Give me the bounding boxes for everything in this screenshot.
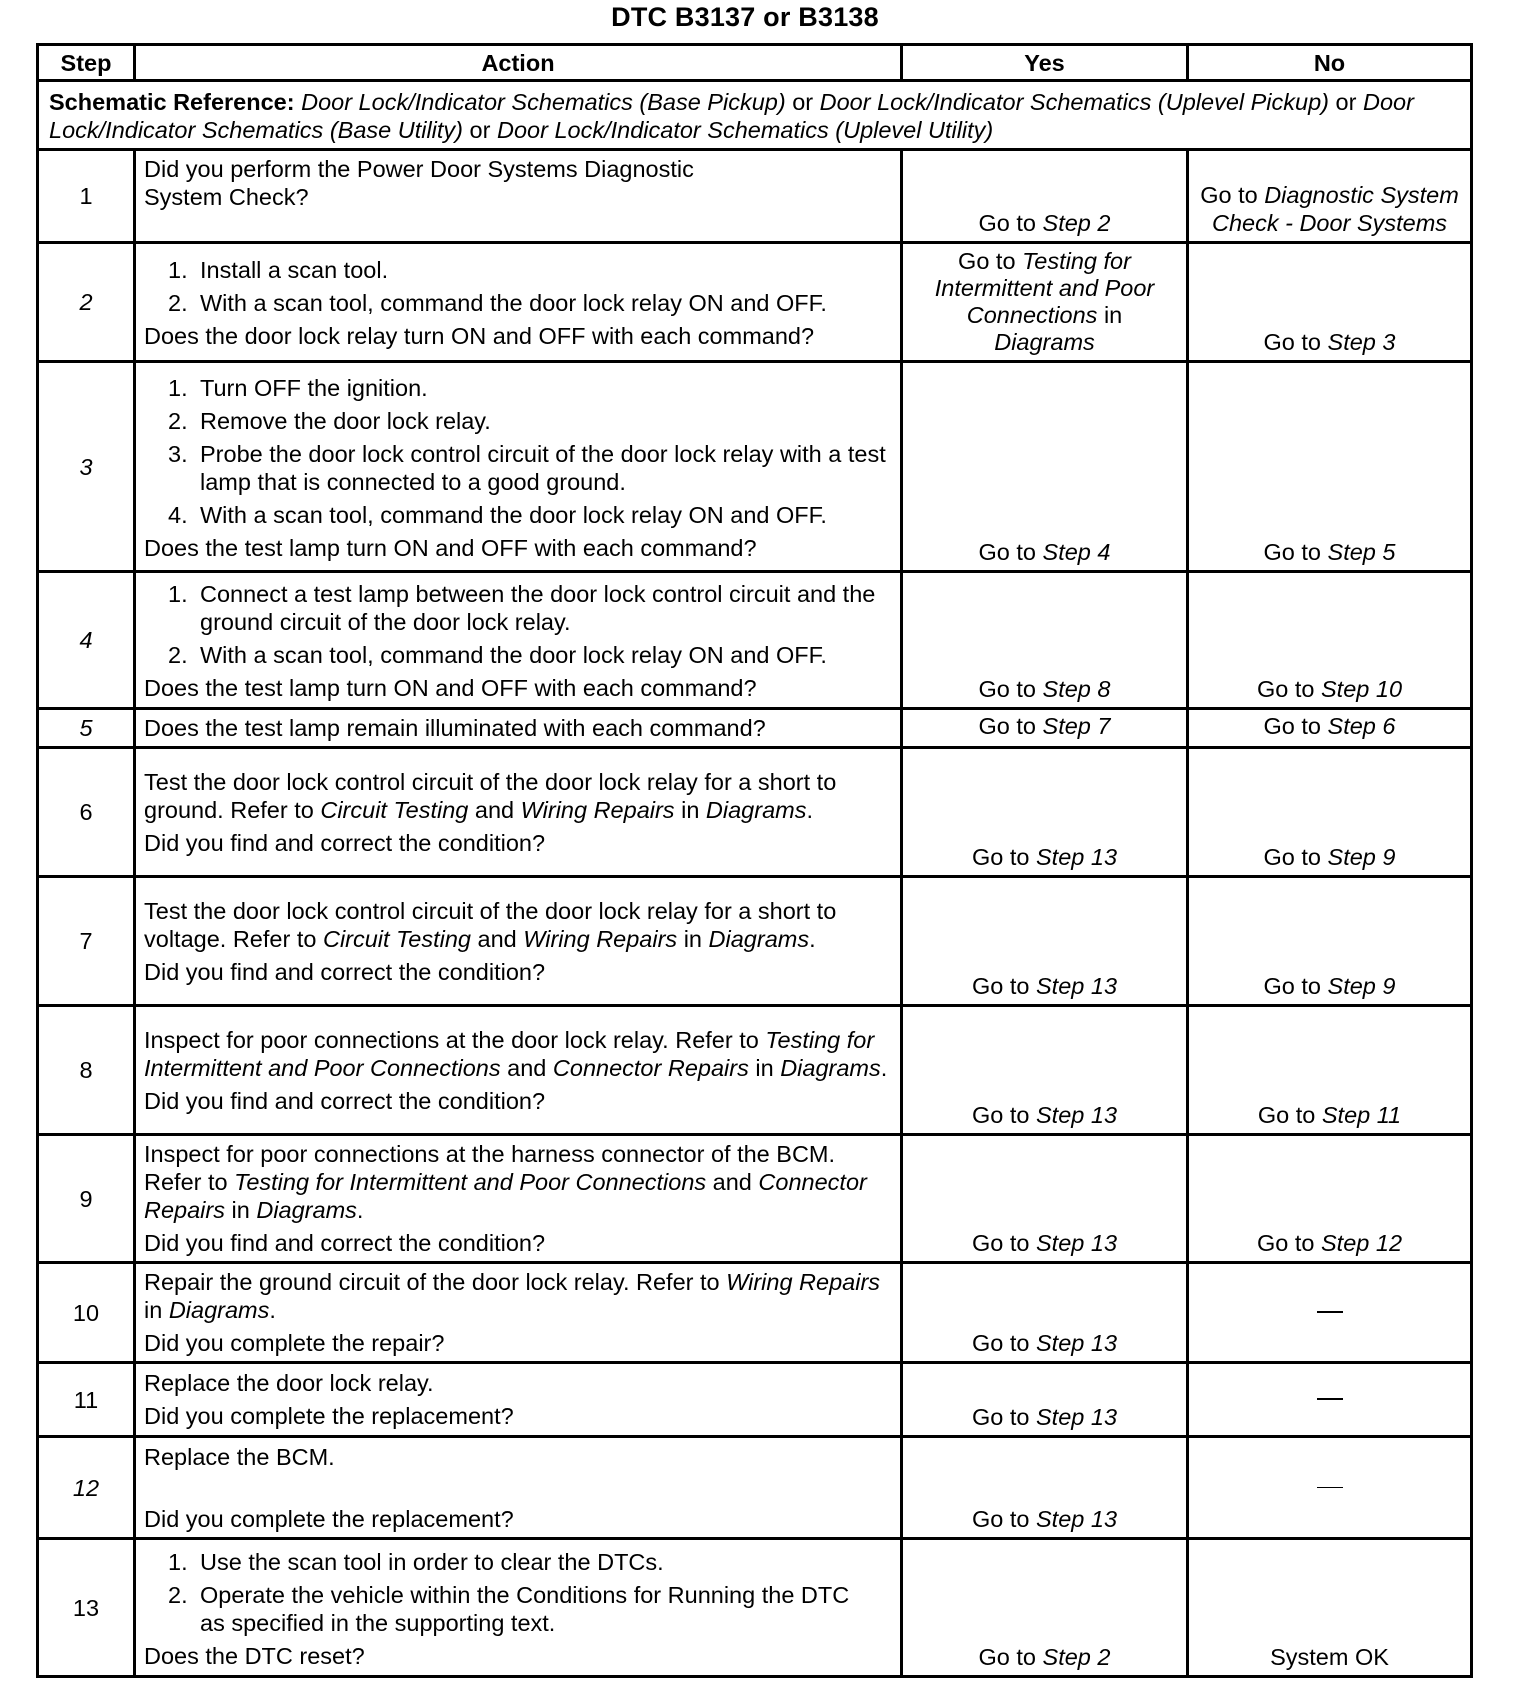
action-text (144, 1268, 892, 1324)
no-cell (1188, 1263, 1472, 1363)
action-list-item: 2. With a scan tool, command the door lock relay ON and OFF. (144, 641, 892, 669)
action-text (144, 768, 892, 824)
goto-link[interactable]: Step 13 (1036, 1102, 1118, 1128)
no-cell (1188, 150, 1472, 243)
table-row (38, 709, 1472, 748)
action-list-text: Probe the door lock control circuit of the door lock relay with a test lamp that is connected to a good ground. (200, 440, 886, 495)
goto-link[interactable]: Step 12 (1321, 1230, 1403, 1256)
column-header-step: Step (38, 45, 135, 81)
no-cell (1188, 748, 1472, 877)
punctuation: . (269, 1297, 276, 1323)
goto-link[interactable]: Step 13 (1036, 1230, 1118, 1256)
goto-link[interactable]: Step 13 (1036, 1330, 1118, 1356)
schematic-link-base-utility[interactable]: Door Lock/Indicator Schematics (Base Utility) (49, 89, 1414, 143)
goto-prefix: Go to (971, 844, 1030, 870)
action-text-part: Inspect for poor connections at the door lock relay. Refer to (144, 1026, 759, 1053)
goto-link[interactable]: Step 13 (1036, 844, 1118, 870)
reference-link[interactable]: Diagrams (168, 1297, 270, 1323)
table-row (38, 572, 1472, 709)
step-number: 7 (38, 877, 135, 1006)
action-cell (135, 150, 902, 243)
table-row (38, 1437, 1472, 1539)
connector-text: in (1103, 302, 1123, 328)
reference-link[interactable]: Diagrams (256, 1197, 357, 1223)
goto-link[interactable]: Step 10 (1321, 676, 1403, 702)
goto-prefix: Go to (971, 1506, 1030, 1532)
table-row (38, 748, 1472, 877)
goto-prefix: Go to (978, 713, 1036, 739)
yes-cell (902, 709, 1188, 748)
goto-link[interactable]: Step 7 (1042, 713, 1111, 739)
yes-cell (902, 877, 1188, 1006)
goto-prefix: Go to (1256, 1230, 1315, 1256)
action-text-part: Repair the ground circuit of the door lock relay. Refer to (144, 1269, 720, 1295)
schematic-reference-label: Schematic Reference: (49, 89, 295, 115)
punctuation: . (806, 796, 814, 823)
no-cell (1188, 877, 1472, 1006)
step-number: 9 (38, 1135, 135, 1263)
action-cell (135, 748, 902, 877)
action-list-item: 3. Probe the door lock control circuit of the door lock relay with a test lamp that is connected to a good ground. (144, 440, 892, 496)
schematic-reference (38, 81, 1472, 150)
goto-prefix: Go to (1257, 1102, 1316, 1128)
goto-link[interactable]: Step 13 (1036, 1506, 1118, 1532)
action-list-text: With a scan tool, command the door lock relay ON and OFF. (200, 642, 827, 668)
no-cell (1188, 1135, 1472, 1263)
goto-link[interactable]: Diagnostic System Check - Door Systems (1211, 182, 1459, 236)
goto-prefix: Go to (971, 1102, 1030, 1128)
step-number: 12 (38, 1437, 135, 1539)
no-cell (1188, 572, 1472, 709)
table-row (38, 1539, 1472, 1677)
reference-link[interactable]: Connector Repairs (144, 1169, 867, 1223)
punctuation: . (809, 925, 816, 952)
goto-link[interactable]: Step 9 (1327, 973, 1396, 999)
goto-prefix: Go to (978, 676, 1036, 702)
table-row (38, 1135, 1472, 1263)
action-list-text: With a scan tool, command the door lock relay ON and OFF. (200, 501, 827, 528)
action-cell (135, 1363, 902, 1437)
no-cell (1188, 1363, 1472, 1437)
yes-cell (902, 362, 1188, 572)
no-cell (1188, 1437, 1472, 1539)
yes-cell (902, 1263, 1188, 1363)
action-list-item: 1. Install a scan tool. (144, 256, 892, 284)
goto-link[interactable]: Step 4 (1042, 539, 1111, 565)
action-list-text: Use the scan tool in order to clear the DTCs. (200, 1548, 664, 1575)
goto-prefix: Go to (1263, 539, 1321, 565)
action-question: Does the DTC reset? (144, 1642, 365, 1669)
goto-prefix: Go to (971, 1230, 1030, 1256)
action-cell (135, 1135, 902, 1263)
system-ok-text: System OK (1270, 1644, 1389, 1670)
reference-link[interactable]: Connector Repairs (552, 1054, 749, 1081)
action-text (144, 1140, 892, 1224)
action-text-part: Test the door lock control circuit of the door lock relay for a short to voltage. Refer to (144, 897, 837, 952)
yes-cell (902, 150, 1188, 243)
action-question: Did you find and correct the condition? (144, 958, 546, 985)
goto-link[interactable]: Step 2 (1042, 1644, 1111, 1670)
goto-prefix: Go to (971, 973, 1030, 999)
goto-link[interactable]: Step 3 (1327, 329, 1396, 355)
yes-cell (902, 243, 1188, 362)
action-text-part: Inspect for poor connections at the harness connector of the BCM. Refer to (144, 1141, 836, 1195)
yes-cell (902, 748, 1188, 877)
table-header-row (38, 45, 1472, 81)
reference-link[interactable]: Wiring Repairs (726, 1269, 881, 1295)
reference-link[interactable]: Circuit Testing (322, 925, 471, 952)
action-cell (135, 1006, 902, 1135)
action-question: Did you complete the replacement? (144, 1403, 514, 1429)
action-list-text: Install a scan tool. (200, 257, 389, 283)
reference-link[interactable]: Diagrams (705, 796, 807, 823)
step-number: 4 (38, 572, 135, 709)
column-header-action: Action (135, 45, 902, 81)
goto-prefix: Go to (1263, 713, 1321, 739)
page-title: DTC B3137 or B3138 (611, 2, 879, 32)
connector-text: and (474, 796, 515, 823)
action-list-text: With a scan tool, command the door lock relay ON and OFF. (200, 290, 827, 316)
goto-prefix: Go to (1263, 973, 1321, 999)
step-number: 13 (38, 1539, 135, 1677)
step-number: 1 (38, 150, 135, 243)
action-list-text: Operate the vehicle within the Conditions for Running the DTC as specified in the supporting text. (200, 1581, 850, 1636)
not-applicable-dash (1317, 1311, 1343, 1313)
goto-prefix: Go to (1263, 844, 1321, 870)
not-applicable-dash (1317, 1398, 1343, 1400)
reference-link[interactable]: Circuit Testing (320, 796, 469, 823)
action-list-item: 1. Turn OFF the ignition. (144, 374, 892, 402)
yes-cell (902, 572, 1188, 709)
yes-cell (902, 1437, 1188, 1539)
action-list-item: 2. With a scan tool, command the door lock relay ON and OFF. (144, 289, 892, 317)
not-applicable-dash (1317, 1487, 1343, 1488)
action-list-item: 4. With a scan tool, command the door lock relay ON and OFF. (144, 501, 892, 529)
step-number: 2 (38, 243, 135, 362)
yes-cell (902, 1363, 1188, 1437)
goto-link[interactable]: Step 6 (1327, 713, 1396, 739)
step-number: 6 (38, 748, 135, 877)
connector-text: or (1335, 89, 1357, 115)
connector-text: or (469, 117, 491, 143)
goto-prefix: Go to (1200, 182, 1258, 208)
schematic-link-base-pickup[interactable]: Door Lock/Indicator Schematics (Base Pickup) (301, 89, 786, 115)
reference-link[interactable]: Testing for Intermittent and Poor Connections (144, 1026, 875, 1081)
action-question: Does the door lock relay turn ON and OFF with each command? (144, 323, 815, 349)
reference-link[interactable]: Diagrams (708, 925, 810, 952)
action-text: Replace the door lock relay. (144, 1370, 434, 1396)
schematic-link-uplevel-pickup[interactable]: Door Lock/Indicator Schematics (Uplevel Pickup) (819, 89, 1329, 115)
goto-link[interactable]: Diagrams (994, 329, 1095, 355)
action-question: Did you complete the replacement? (144, 1505, 514, 1532)
action-list-text: Turn OFF the ignition. (200, 374, 428, 401)
goto-link[interactable]: Step 13 (1036, 1404, 1118, 1430)
no-cell (1188, 362, 1472, 572)
punctuation: . (880, 1054, 888, 1081)
diagnostic-table (36, 43, 1473, 1678)
action-cell (135, 709, 902, 748)
connector-text: and (507, 1054, 547, 1081)
action-question: Does the test lamp turn ON and OFF with each command? (144, 534, 757, 561)
action-cell (135, 1539, 902, 1677)
table-row (38, 243, 1472, 362)
action-list-item: 1. Use the scan tool in order to clear the DTCs. (144, 1548, 892, 1576)
action-text: Replace the BCM. (144, 1443, 335, 1470)
goto-prefix: Go to (1256, 676, 1315, 702)
action-list-text: Connect a test lamp between the door lock control circuit and the ground circuit of the door lock relay. (200, 581, 876, 635)
connector-text: in (231, 1197, 250, 1223)
connector-text: and (477, 925, 517, 952)
action-list-item: 2. Operate the vehicle within the Conditions for Running the DTC as specified in the supporting text. (144, 1581, 892, 1637)
yes-cell (902, 1135, 1188, 1263)
action-cell (135, 877, 902, 1006)
no-cell (1188, 709, 1472, 748)
action-question: Did you find and correct the condition? (144, 1230, 546, 1256)
column-header-no: No (1188, 45, 1472, 81)
step-number: 3 (38, 362, 135, 572)
action-text (144, 897, 892, 953)
goto-prefix: Go to (1263, 329, 1321, 355)
goto-prefix: Go to (978, 539, 1036, 565)
action-list-text: Remove the door lock relay. (200, 407, 491, 434)
action-cell (135, 1437, 902, 1539)
reference-link[interactable]: Wiring Repairs (520, 796, 675, 823)
action-cell (135, 572, 902, 709)
reference-link[interactable]: Wiring Repairs (523, 925, 678, 952)
goto-prefix: Go to (978, 210, 1036, 236)
step-number: 11 (38, 1363, 135, 1437)
action-question: Did you complete the repair? (144, 1330, 445, 1356)
goto-link[interactable]: Step 5 (1327, 539, 1396, 565)
no-cell (1188, 1006, 1472, 1135)
connector-text: or (792, 89, 814, 115)
action-cell (135, 243, 902, 362)
table-row (38, 1263, 1472, 1363)
reference-link[interactable]: Diagrams (780, 1054, 881, 1081)
yes-cell (902, 1539, 1188, 1677)
action-text: Does the test lamp remain illuminated with each command? (144, 715, 766, 741)
connector-text: in (755, 1054, 774, 1081)
punctuation: . (356, 1197, 364, 1223)
table-row (38, 1006, 1472, 1135)
goto-link[interactable]: Step 13 (1036, 973, 1118, 999)
action-cell (135, 1263, 902, 1363)
goto-link[interactable]: Step 2 (1042, 210, 1111, 236)
action-list-item: 1. Connect a test lamp between the door lock control circuit and the ground circuit of the door lock relay. (144, 580, 892, 636)
no-cell (1188, 1539, 1472, 1677)
action-text (144, 1026, 892, 1082)
action-text-part: Test the door lock control circuit of the door lock relay for a short to ground. Refer to (144, 768, 837, 823)
step-number: 10 (38, 1263, 135, 1363)
goto-link[interactable]: Step 8 (1042, 676, 1111, 702)
action-text: Did you perform the Power Door Systems Diagnostic System Check? (144, 156, 694, 210)
goto-link[interactable]: Step 9 (1327, 844, 1396, 870)
step-number: 5 (38, 709, 135, 748)
action-list-item: 2. Remove the door lock relay. (144, 407, 892, 435)
goto-link[interactable]: Testing for Intermittent and Poor Connections (934, 248, 1155, 328)
table-row (38, 150, 1472, 243)
table-row (38, 362, 1472, 572)
action-question: Did you find and correct the condition? (144, 829, 546, 856)
connector-text: in (681, 796, 700, 823)
connector-text: in (683, 925, 702, 952)
connector-text: in (144, 1297, 163, 1323)
goto-prefix: Go to (971, 1404, 1030, 1430)
reference-link[interactable]: Testing for Intermittent and Poor Connections (234, 1169, 707, 1195)
action-cell (135, 362, 902, 572)
table-row (38, 1363, 1472, 1437)
goto-prefix: Go to (971, 1330, 1030, 1356)
connector-text: and (712, 1169, 752, 1195)
goto-prefix: Go to (978, 1644, 1036, 1670)
schematic-reference-row (38, 81, 1472, 150)
no-cell (1188, 243, 1472, 362)
action-question: Does the test lamp turn ON and OFF with each command? (144, 675, 757, 701)
schematic-link-uplevel-utility[interactable]: Door Lock/Indicator Schematics (Uplevel Utility) (496, 117, 994, 143)
table-row (38, 877, 1472, 1006)
action-question: Did you find and correct the condition? (144, 1087, 546, 1114)
yes-cell (902, 1006, 1188, 1135)
goto-link[interactable]: Step 11 (1321, 1102, 1402, 1128)
goto-prefix: Go to (958, 248, 1016, 274)
step-number: 8 (38, 1006, 135, 1135)
column-header-yes: Yes (902, 45, 1188, 81)
